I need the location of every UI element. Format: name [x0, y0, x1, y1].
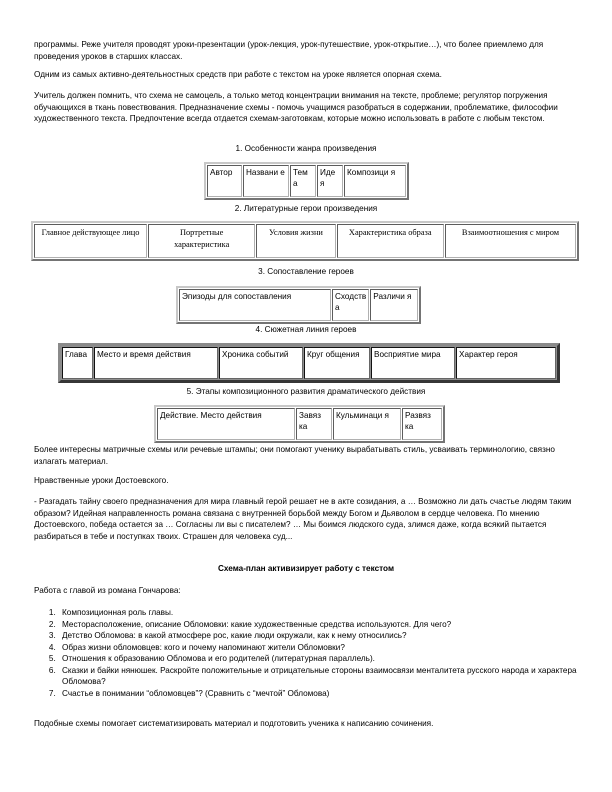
scheme-cell: Характер героя: [456, 347, 556, 379]
scheme-cell: Завяз ка: [296, 408, 332, 440]
scheme-cell: Сходств а: [332, 289, 369, 321]
scheme-cell: Композици я: [344, 165, 406, 197]
list-item: 2. Месторасположение, описание Обломовки: какие художественные средства используются. Для чего?: [58, 619, 606, 631]
plan-list: [34, 607, 606, 699]
scheme-table-genre: [204, 162, 409, 200]
scheme-cell: Восприятие мира: [371, 347, 455, 379]
scheme-caption-5: 5. Этапы композиционного развития драматического действия: [186, 387, 426, 396]
list-item: 5. Отношения к образованию Обломова и его родителей (литературная параллель).: [58, 653, 606, 665]
list-item: 7. Счастье в понимании “обломовцев”? (Сравнить с “мечтой” Обломова): [58, 688, 606, 700]
scheme-cell: Хроника событий: [219, 347, 303, 379]
scheme-cell: Глава: [62, 347, 93, 379]
scheme-table-comparison: [176, 286, 421, 324]
scheme-caption-2: 2. Литературные герои произведения: [234, 204, 378, 213]
scheme-cell: Условия жизни: [256, 224, 335, 258]
paragraph-dostoevsky-title: Нравственные уроки Достоевского.: [34, 476, 169, 485]
paragraph-support-scheme: Одним из самых активно-деятельностных средств при работе с текстом на уроке является опорная схема.: [34, 70, 442, 79]
scheme-table-composition: [154, 405, 445, 443]
scheme-cell: Взаимоотношения с миром: [445, 224, 576, 258]
scheme-cell: Названи е: [243, 165, 289, 197]
scheme-cell: Портретные характеристика: [148, 224, 255, 258]
scheme-caption-1: 1. Особенности жанра произведения: [235, 144, 377, 153]
scheme-caption-3: 3. Сопоставление героев: [258, 267, 354, 276]
scheme-cell: Место и время действия: [94, 347, 218, 379]
scheme-cell: Характеристика образа: [337, 224, 444, 258]
paragraph-matrix-schemes: Более интересны матричные схемы или речевые штампы; они помогают ученику вырабатывать стиль, усваивать терминологию, связно излагать материал.: [34, 445, 555, 466]
scheme-cell: Круг общения: [304, 347, 370, 379]
scheme-cell: Развяз ка: [402, 408, 442, 440]
list-item: 1. Композиционная роль главы.: [58, 607, 606, 619]
paragraph-conclusion: Подобные схемы помогает систематизировать материал и подготовить ученика к написанию сочинения.: [34, 719, 434, 728]
scheme-cell: Действие. Место действия: [157, 408, 295, 440]
list-item: 4. Образ жизни обломовцев: кого и почему напоминают жители Обломовки?: [58, 642, 606, 654]
scheme-cell: Эпизоды для сопоставления: [179, 289, 331, 321]
scheme-cell: Тем а: [290, 165, 316, 197]
section-heading: Схема-план активизирует работу с текстом: [217, 564, 395, 573]
scheme-cell: Кульминаци я: [333, 408, 401, 440]
paragraph-dostoevsky-questions: - Разгадать тайну своего предназначения для мира главный герой решает не в акте созидания, а … Возможно ли дать счастье людям таким образом? Идейная направленность романа связана с внутренней борьбой между Богом и Дьяволом в сердце человека. По мнению Достоевского, победа остается за … Согласны ли вы с писателем? … Мы боимся людского суда, злимся даже, когда всякий пытается разбираться в тебе и поступках твоих. Страшен для человека суд...: [34, 497, 572, 541]
scheme-table-plotline: [58, 343, 560, 383]
list-item: 6. Сказки и байки нянюшек. Раскройте положительные и отрицательные стороны взаимосвязи менталитета русского народа и характера Обломова?: [58, 665, 606, 688]
scheme-cell: Главное действующее лицо: [34, 224, 147, 258]
scheme-cell: Различи я: [370, 289, 418, 321]
paragraph-intro-continued: программы. Реже учителя проводят уроки-презентации (урок-лекция, урок-путешествие, урок-открытие…), что более приемлемо для проведения уроков в старших классах.: [34, 40, 544, 61]
scheme-cell: Автор: [207, 165, 242, 197]
paragraph-goncharov-intro: Работа с главой из романа Гончарова:: [34, 586, 181, 595]
scheme-caption-4: 4. Сюжетная линия героев: [255, 325, 357, 334]
scheme-cell: Иде я: [317, 165, 343, 197]
list-item: 3. Детство Обломова: в какой атмосфере рос, какие люди окружали, как к нему относились?: [58, 630, 606, 642]
paragraph-teacher-note: Учитель должен помнить, что схема не самоцель, а только метод концентрации внимания на тексте, проблеме; регулятор погружения обучающихся в ткань повествования. Предназначение схемы - помочь учащимся разобраться в содержании, проблематике, философии художественного текста. Предпочтение всегда отдается схемам-заготовкам, которые можно использовать в работе с любым текстом.: [34, 91, 558, 123]
scheme-table-heroes: [31, 221, 579, 261]
